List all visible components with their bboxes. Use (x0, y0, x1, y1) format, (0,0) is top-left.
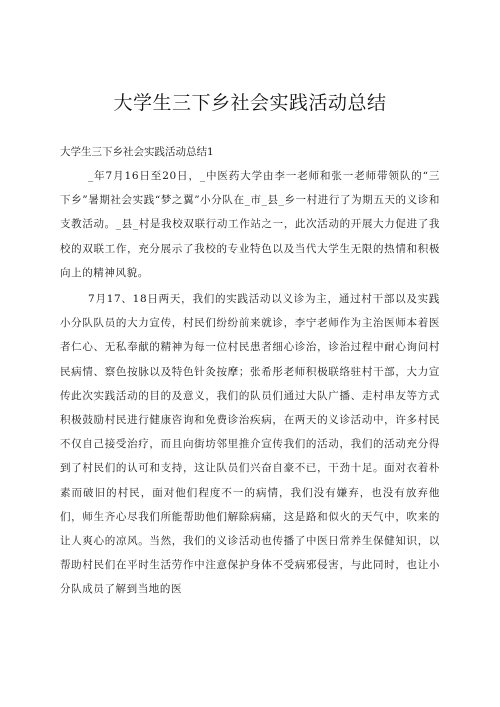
document-title: 大学生三下乡社会实践活动总结 (113, 92, 387, 114)
document-body (60, 140, 440, 604)
paragraph-2: 7月17、18日两天，我们的实践活动以义诊为主，通过村干部以及实践小分队队员的大力宣传，村民们纷纷前来就诊，李宁老师作为主治医师本着医者仁心、无私奉献的精神为每一位村民患者细心诊治，诊治过程中耐心询问村民病情、察色按脉以及特色针灸按摩；张希彤老师积极联络驻村干部，大力宣传此次实践活动的目的及意义，我们的队员们通过大队广播、走村串友等方式积极鼓励村民进行健康咨询和免费诊治疾病，在两天的义诊活动中，许多村民不仅自己接受治疗，而且向街坊邻里推介宣传我们的活动，我们的活动充分得到了村民们的认可和支持，这让队员们兴奋自豪不已，干劲十足。面对衣着朴素而破旧的村民，面对他们程度不一的病情，我们没有嫌弃，也没有放弃他们，师生齐心尽我们所能帮助他们解除病痛，这是路和似火的天气中，吹来的让人爽心的凉风。当然，我们的义诊活动也传播了中医日常养生保健知识，以帮助村民们在平时生活劳作中注意保护身体不受病邪侵害，与此同时，也让小分队成员了解到当地的医 (60, 293, 440, 596)
paragraph-1: _年7月16日至20日，_中医药大学由李一老师和张一老师带领队的“三下乡”暑期社会实践“梦之翼”小分队在_市_县_乡一村进行了为期五天的义诊和支教活动。_县_村是我校双联行动工作站之一，此次活动的开展大力促进了我校的双联工作，充分展示了我校的专业特色以及当代大学生无限的热情和积极向上的精神风貌。 (60, 170, 440, 279)
section-subtitle: 大学生三下乡社会实践活动总结1 (60, 146, 214, 158)
